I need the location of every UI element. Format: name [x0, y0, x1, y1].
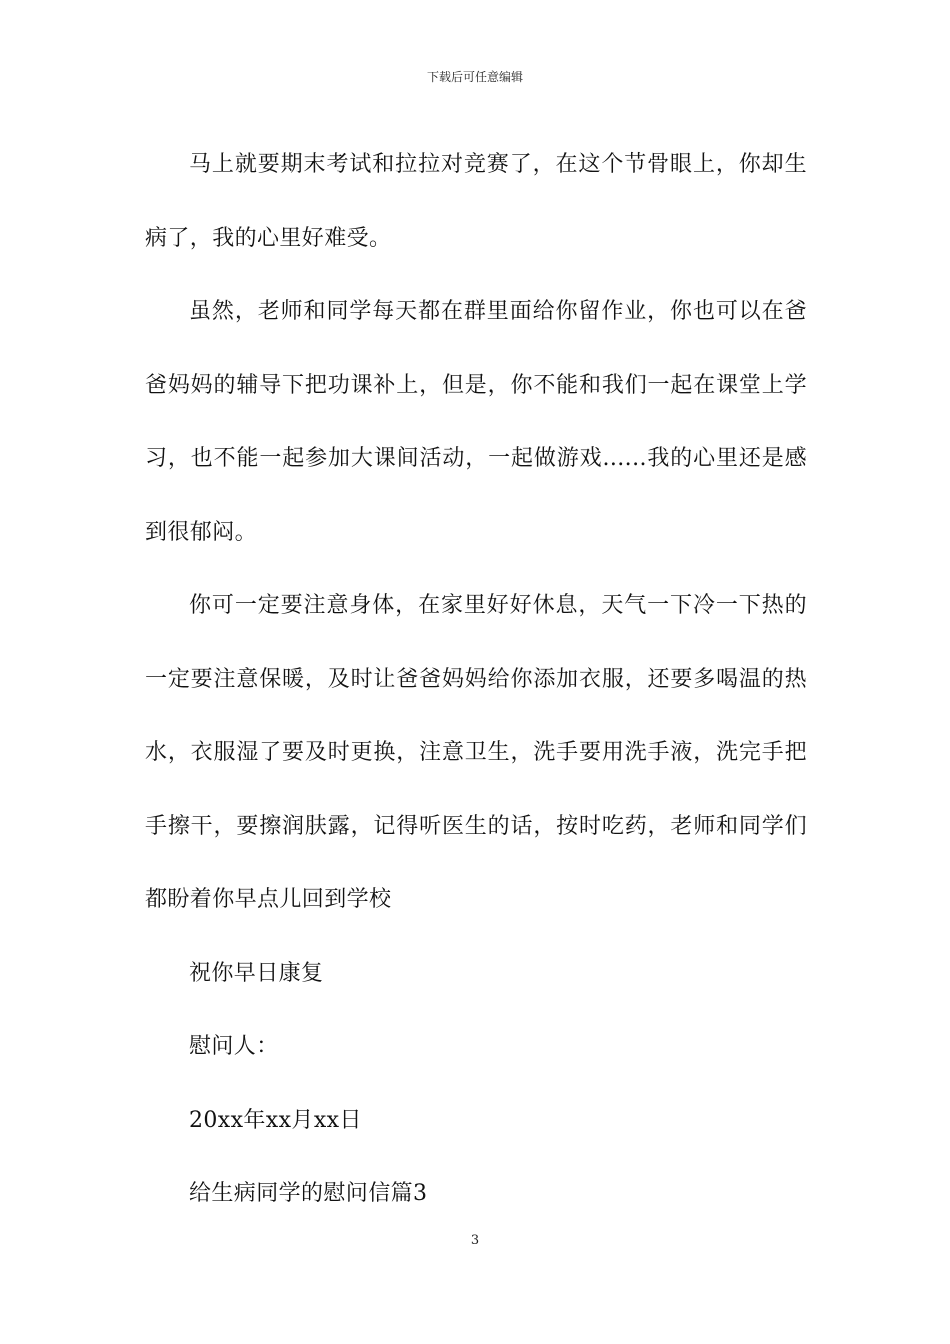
- letter-date: 20xx年xx月xx日: [189, 1107, 362, 1133]
- paragraph-homework: 虽然，老师和同学每天都在群里面给你留作业，你也可以在爸爸妈妈的辅导下把功课补上，但是，你不能和我们一起在课堂上学习，也不能一起参加大课间活动，一起做游戏......我的心里还是感到很郁闷。: [145, 299, 807, 545]
- page-header: 下载后可任意编辑: [426, 70, 523, 84]
- section-title: 给生病同学的慰问信篇3: [189, 1181, 428, 1206]
- letter-body: [145, 128, 807, 1231]
- sender-label: 慰问人：: [189, 1034, 279, 1059]
- paragraph-exam-illness: 马上就要期末考试和拉拉对竞赛了，在这个节骨眼上，你却生病了，我的心里好难受。: [145, 152, 807, 251]
- page-number: 3: [470, 1233, 480, 1248]
- closing-wish: 祝你早日康复: [189, 960, 324, 986]
- paragraph-health-advice: 你可一定要注意身体，在家里好好休息，天气一下冷一下热的一定要注意保暖，及时让爸爸妈妈给你添加衣服，还要多喝温的热水，衣服湿了要及时更换，注意卫生，洗手要用洗手液，洗完手把手擦干，要擦润肤露，记得听医生的话，按时吃药，老师和同学们都盼着你早点儿回到学校: [145, 593, 807, 912]
